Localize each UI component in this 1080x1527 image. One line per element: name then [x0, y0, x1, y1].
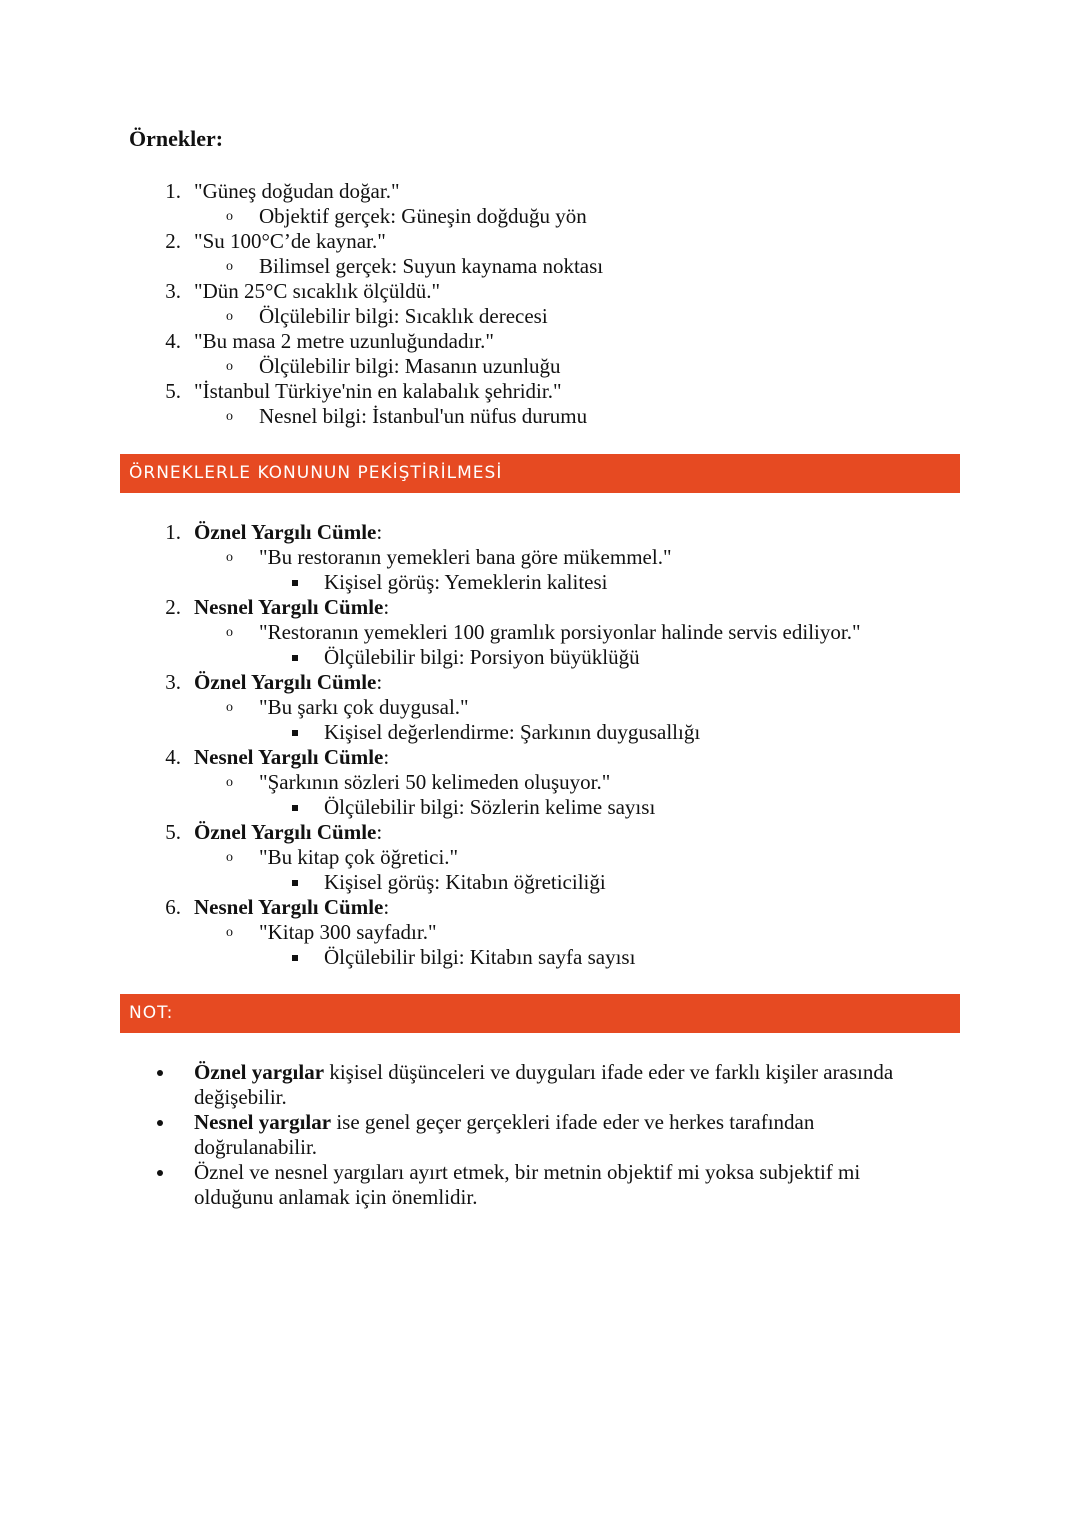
list-item: [0, 1160, 1080, 1210]
list-subsubitem: [0, 945, 1080, 970]
example-sentence: "Bu restoranın yemekleri bana göre mükemmel.": [259, 545, 672, 569]
square-bullet-icon: [292, 955, 298, 961]
list-subitem: [0, 920, 1080, 945]
judgment-type: Öznel Yargılı Cümle: [194, 520, 377, 544]
list-item: [0, 1110, 1080, 1160]
list-item: [0, 179, 1080, 204]
square-bullet-icon: [292, 730, 298, 736]
example-explanation: Ölçülebilir bilgi: Masanın uzunluğu: [259, 354, 561, 378]
list-item: 1. Öznel Yargılı Cümle:: [0, 520, 1080, 545]
bullet-dot-icon: [157, 1070, 163, 1076]
list-subitem: [0, 695, 1080, 720]
note-term: Nesnel yargılar: [194, 1110, 332, 1134]
example-sentence: "Bu şarkı çok duygusal.": [259, 695, 469, 719]
example-text: "Bu masa 2 metre uzunluğundadır.": [194, 329, 494, 353]
circle-bullet-icon: o: [226, 259, 233, 274]
item-number: 4.: [165, 329, 181, 353]
list-item: [0, 1060, 1080, 1110]
note-banner: NOT:: [120, 994, 960, 1033]
examples-heading: Örnekler:: [129, 126, 224, 151]
sentence-explanation: Kişisel görüş: Kitabın öğreticiliği: [324, 870, 606, 894]
list-subitem: [0, 545, 1080, 570]
circle-bullet-icon: o: [226, 209, 233, 224]
note-list: [0, 1060, 1080, 1210]
note-text: kişisel düşünceleri ve duyguları ifade eder ve farklı kişiler arasında değişebilir.: [194, 1060, 894, 1109]
sentence-explanation: Ölçülebilir bilgi: Kitabın sayfa sayısı: [324, 945, 636, 969]
list-subsubitem: [0, 645, 1080, 670]
example-text: "Su 100°C’de kaynar.": [194, 229, 386, 253]
section-banner: ÖRNEKLERLE KONUNUN PEKİŞTİRİLMESİ: [120, 454, 960, 493]
note-text: Öznel ve nesnel yargıları ayırt etmek, bir metnin objektif mi yoksa subjektif mi olduğunu anlamak için önemlidir.: [194, 1160, 861, 1209]
item-number: 1.: [165, 179, 181, 203]
item-number: 3.: [165, 670, 181, 694]
practice-list: [0, 520, 1080, 970]
item-number: 6.: [165, 895, 181, 919]
list-item: 2. Nesnel Yargılı Cümle:: [0, 595, 1080, 620]
circle-bullet-icon: o: [226, 550, 233, 565]
judgment-type: Nesnel Yargılı Cümle: [194, 595, 384, 619]
judgment-type: Öznel Yargılı Cümle: [194, 670, 377, 694]
example-explanation: Nesnel bilgi: İstanbul'un nüfus durumu: [259, 404, 588, 428]
list-item: 5. Öznel Yargılı Cümle:: [0, 820, 1080, 845]
list-subsubitem: [0, 795, 1080, 820]
list-subitem: [0, 770, 1080, 795]
item-number: 3.: [165, 279, 181, 303]
examples-list: [0, 179, 1080, 429]
example-text: "Güneş doğudan doğar.": [194, 179, 400, 203]
example-sentence: "Kitap 300 sayfadır.": [259, 920, 437, 944]
square-bullet-icon: [292, 655, 298, 661]
list-subitem: [0, 845, 1080, 870]
list-subitem: [0, 620, 1080, 645]
circle-bullet-icon: o: [226, 850, 233, 865]
list-subsubitem: [0, 870, 1080, 895]
circle-bullet-icon: o: [226, 409, 233, 424]
square-bullet-icon: [292, 880, 298, 886]
list-subitem: [0, 254, 1080, 279]
list-subsubitem: [0, 720, 1080, 745]
circle-bullet-icon: o: [226, 359, 233, 374]
bullet-dot-icon: [157, 1170, 163, 1176]
list-item: 6. Nesnel Yargılı Cümle:: [0, 895, 1080, 920]
list-subsubitem: [0, 570, 1080, 595]
circle-bullet-icon: o: [226, 309, 233, 324]
list-subitem: [0, 204, 1080, 229]
circle-bullet-icon: o: [226, 700, 233, 715]
example-explanation: Ölçülebilir bilgi: Sıcaklık derecesi: [259, 304, 548, 328]
example-explanation: Bilimsel gerçek: Suyun kaynama noktası: [259, 254, 604, 278]
square-bullet-icon: [292, 580, 298, 586]
item-number: 5.: [165, 820, 181, 844]
judgment-type: Nesnel Yargılı Cümle: [194, 745, 384, 769]
judgment-type: Öznel Yargılı Cümle: [194, 820, 377, 844]
judgment-type: Nesnel Yargılı Cümle: [194, 895, 384, 919]
sentence-explanation: Ölçülebilir bilgi: Porsiyon büyüklüğü: [324, 645, 640, 669]
list-item: [0, 379, 1080, 404]
example-text: "Dün 25°C sıcaklık ölçüldü.": [194, 279, 441, 303]
item-number: 2.: [165, 229, 181, 253]
square-bullet-icon: [292, 805, 298, 811]
item-number: 1.: [165, 520, 181, 544]
list-subitem: [0, 404, 1080, 429]
sentence-explanation: Kişisel değerlendirme: Şarkının duygusallığı: [324, 720, 701, 744]
list-item: [0, 229, 1080, 254]
note-text: ise genel geçer gerçekleri ifade eder ve herkes tarafından doğrulanabilir.: [194, 1110, 815, 1159]
list-item: [0, 279, 1080, 304]
item-number: 2.: [165, 595, 181, 619]
sentence-explanation: Kişisel görüş: Yemeklerin kalitesi: [324, 570, 608, 594]
bullet-dot-icon: [157, 1120, 163, 1126]
list-item: 4. Nesnel Yargılı Cümle:: [0, 745, 1080, 770]
example-sentence: "Şarkının sözleri 50 kelimeden oluşuyor.": [259, 770, 611, 794]
circle-bullet-icon: o: [226, 925, 233, 940]
example-explanation: Objektif gerçek: Güneşin doğduğu yön: [259, 204, 587, 228]
list-item: [0, 329, 1080, 354]
item-number: 5.: [165, 379, 181, 403]
list-item: 3. Öznel Yargılı Cümle:: [0, 670, 1080, 695]
item-number: 4.: [165, 745, 181, 769]
note-term: Öznel yargılar: [194, 1060, 325, 1084]
sentence-explanation: Ölçülebilir bilgi: Sözlerin kelime sayısı: [324, 795, 656, 819]
circle-bullet-icon: o: [226, 775, 233, 790]
circle-bullet-icon: o: [226, 625, 233, 640]
example-sentence: "Restoranın yemekleri 100 gramlık porsiyonlar halinde servis ediliyor.": [259, 620, 861, 644]
example-sentence: "Bu kitap çok öğretici.": [259, 845, 459, 869]
list-subitem: [0, 354, 1080, 379]
example-text: "İstanbul Türkiye'nin en kalabalık şehridir.": [194, 379, 562, 403]
list-subitem: [0, 304, 1080, 329]
